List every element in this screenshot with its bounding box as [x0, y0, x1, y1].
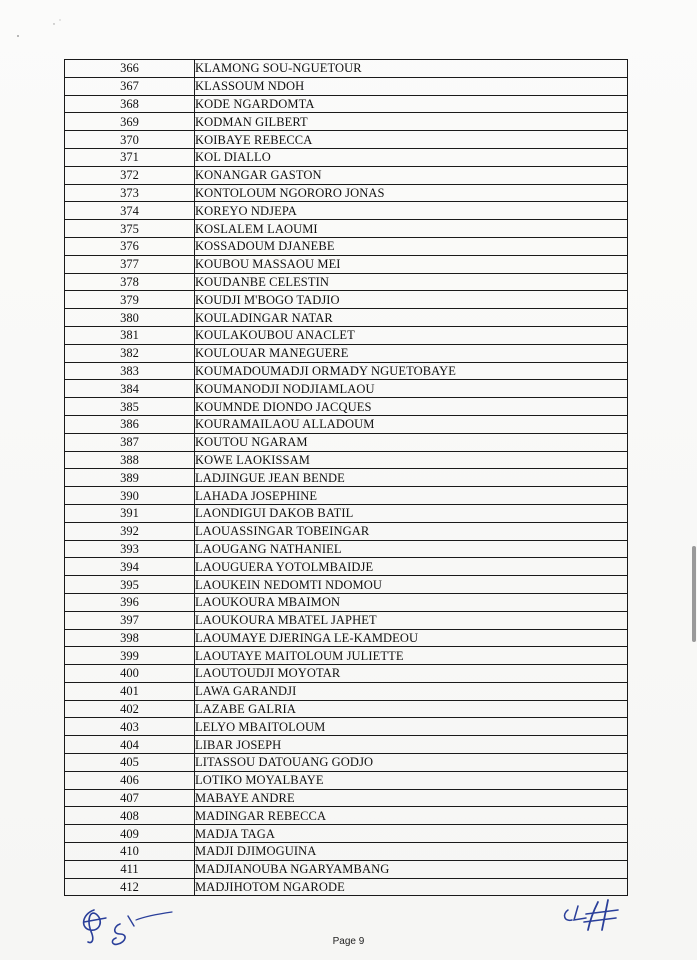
row-number: 379 [65, 291, 195, 309]
row-name: KOULOUAR MANEGUERE [195, 344, 628, 362]
table-row [65, 593, 628, 611]
table-row [65, 148, 628, 166]
table-row [65, 843, 628, 861]
table-row [65, 504, 628, 522]
table-row [65, 878, 628, 896]
row-number: 406 [65, 771, 195, 789]
table-row [65, 415, 628, 433]
row-name: LAOUTOUDJI MOYOTAR [195, 665, 628, 683]
row-number: 400 [65, 665, 195, 683]
row-name: LAOUGANG NATHANIEL [195, 540, 628, 558]
row-number: 410 [65, 843, 195, 861]
row-number: 396 [65, 593, 195, 611]
row-number: 407 [65, 789, 195, 807]
row-name: KLAMONG SOU-NGUETOUR [195, 60, 628, 78]
table-row [65, 771, 628, 789]
table-row [65, 398, 628, 416]
table-row [65, 433, 628, 451]
row-name: LAOUKOURA MBAIMON [195, 593, 628, 611]
table-row [65, 789, 628, 807]
row-number: 373 [65, 184, 195, 202]
row-number: 399 [65, 647, 195, 665]
table-row [65, 558, 628, 576]
table-row [65, 131, 628, 149]
row-name: KOURAMAILAOU ALLADOUM [195, 415, 628, 433]
row-number: 370 [65, 131, 195, 149]
table-row [65, 825, 628, 843]
row-number: 381 [65, 326, 195, 344]
table-row [65, 326, 628, 344]
roster-body [65, 60, 628, 896]
row-number: 388 [65, 451, 195, 469]
row-number: 385 [65, 398, 195, 416]
row-name: KOUMNDE DIONDO JACQUES [195, 398, 628, 416]
row-number: 409 [65, 825, 195, 843]
table-row [65, 273, 628, 291]
table-row [65, 469, 628, 487]
table-row [65, 255, 628, 273]
page-number: Page 9 [332, 936, 365, 947]
table-row [65, 451, 628, 469]
right-initials-icon [560, 896, 630, 936]
table-row [65, 665, 628, 683]
table-row [65, 647, 628, 665]
row-number: 376 [65, 237, 195, 255]
row-number: 393 [65, 540, 195, 558]
table-row [65, 860, 628, 878]
row-number: 398 [65, 629, 195, 647]
row-number: 404 [65, 736, 195, 754]
row-name: KOSSADOUM DJANEBE [195, 237, 628, 255]
table-row [65, 60, 628, 78]
row-name: LITASSOU DATOUANG GODJO [195, 754, 628, 772]
row-number: 366 [65, 60, 195, 78]
row-number: 384 [65, 380, 195, 398]
row-number: 369 [65, 113, 195, 131]
row-name: KOUMADOUMADJI ORMADY NGUETOBAYE [195, 362, 628, 380]
row-name: MADJIHOTOM NGARODE [195, 878, 628, 896]
row-number: 402 [65, 700, 195, 718]
row-name: KOIBAYE REBECCA [195, 131, 628, 149]
table-row [65, 184, 628, 202]
table-row [65, 202, 628, 220]
row-name: MADJA TAGA [195, 825, 628, 843]
row-name: LAZABE GALRIA [195, 700, 628, 718]
row-number: 401 [65, 682, 195, 700]
row-name: LELYO MBAITOLOUM [195, 718, 628, 736]
table-row [65, 718, 628, 736]
row-name: LIBAR JOSEPH [195, 736, 628, 754]
row-number: 367 [65, 77, 195, 95]
row-number: 380 [65, 309, 195, 327]
row-name: LAOUMAYE DJERINGA LE-KAMDEOU [195, 629, 628, 647]
table-row [65, 682, 628, 700]
row-number: 387 [65, 433, 195, 451]
table-row [65, 736, 628, 754]
table-row [65, 611, 628, 629]
table-row [65, 754, 628, 772]
table-row [65, 380, 628, 398]
row-number: 377 [65, 255, 195, 273]
row-name: KOL DIALLO [195, 148, 628, 166]
row-number: 375 [65, 220, 195, 238]
table-row [65, 522, 628, 540]
table-row [65, 113, 628, 131]
row-number: 374 [65, 202, 195, 220]
row-name: KONTOLOUM NGORORO JONAS [195, 184, 628, 202]
row-name: LADJINGUE JEAN BENDE [195, 469, 628, 487]
table-row [65, 237, 628, 255]
table-row [65, 166, 628, 184]
row-name: KLASSOUM NDOH [195, 77, 628, 95]
row-name: KOUMANODJI NODJIAMLAOU [195, 380, 628, 398]
row-name: KOUDANBE CELESTIN [195, 273, 628, 291]
row-number: 397 [65, 611, 195, 629]
table-row [65, 220, 628, 238]
table-row [65, 77, 628, 95]
table-row [65, 291, 628, 309]
row-number: 411 [65, 860, 195, 878]
table-row [65, 95, 628, 113]
table-row [65, 487, 628, 505]
row-name: LAOUASSINGAR TOBEINGAR [195, 522, 628, 540]
row-name: LAONDIGUI DAKOB BATIL [195, 504, 628, 522]
row-number: 386 [65, 415, 195, 433]
row-number: 368 [65, 95, 195, 113]
row-name: LAOUKOURA MBATEL JAPHET [195, 611, 628, 629]
row-name: MADJIANOUBA NGARYAMBANG [195, 860, 628, 878]
row-number: 412 [65, 878, 195, 896]
row-name: KOULAKOUBOU ANACLET [195, 326, 628, 344]
row-name: MADINGAR REBECCA [195, 807, 628, 825]
row-name: KOULADINGAR NATAR [195, 309, 628, 327]
row-number: 371 [65, 148, 195, 166]
scrollbar-thumb[interactable] [692, 546, 696, 642]
row-number: 382 [65, 344, 195, 362]
row-number: 372 [65, 166, 195, 184]
row-name: KOUDJI M'BOGO TADJIO [195, 291, 628, 309]
row-name: KODE NGARDOMTA [195, 95, 628, 113]
row-name: KODMAN GILBERT [195, 113, 628, 131]
row-number: 395 [65, 576, 195, 594]
row-name: MADJI DJIMOGUINA [195, 843, 628, 861]
row-name: KOUTOU NGARAM [195, 433, 628, 451]
row-name: KOUBOU MASSAOU MEI [195, 255, 628, 273]
table-row [65, 807, 628, 825]
row-name: KOSLALEM LAOUMI [195, 220, 628, 238]
row-number: 403 [65, 718, 195, 736]
name-roster-table [64, 59, 628, 896]
row-number: 389 [65, 469, 195, 487]
table-row [65, 700, 628, 718]
row-number: 405 [65, 754, 195, 772]
table-row [65, 629, 628, 647]
table-row [65, 576, 628, 594]
row-name: LAOUKEIN NEDOMTI NDOMOU [195, 576, 628, 594]
table-row [65, 362, 628, 380]
table-row [65, 540, 628, 558]
row-number: 408 [65, 807, 195, 825]
row-name: LAOUGUERA YOTOLMBAIDJE [195, 558, 628, 576]
row-name: LAWA GARANDJI [195, 682, 628, 700]
row-name: KONANGAR GASTON [195, 166, 628, 184]
row-number: 391 [65, 504, 195, 522]
row-name: MABAYE ANDRE [195, 789, 628, 807]
row-number: 390 [65, 487, 195, 505]
row-number: 383 [65, 362, 195, 380]
row-name: KOWE LAOKISSAM [195, 451, 628, 469]
row-name: LAOUTAYE MAITOLOUM JULIETTE [195, 647, 628, 665]
row-number: 392 [65, 522, 195, 540]
row-number: 394 [65, 558, 195, 576]
table-row [65, 344, 628, 362]
row-number: 378 [65, 273, 195, 291]
row-name: LOTIKO MOYALBAYE [195, 771, 628, 789]
scan-speck-marks [10, 14, 70, 54]
table-row [65, 309, 628, 327]
row-name: KOREYO NDJEPA [195, 202, 628, 220]
row-name: LAHADA JOSEPHINE [195, 487, 628, 505]
